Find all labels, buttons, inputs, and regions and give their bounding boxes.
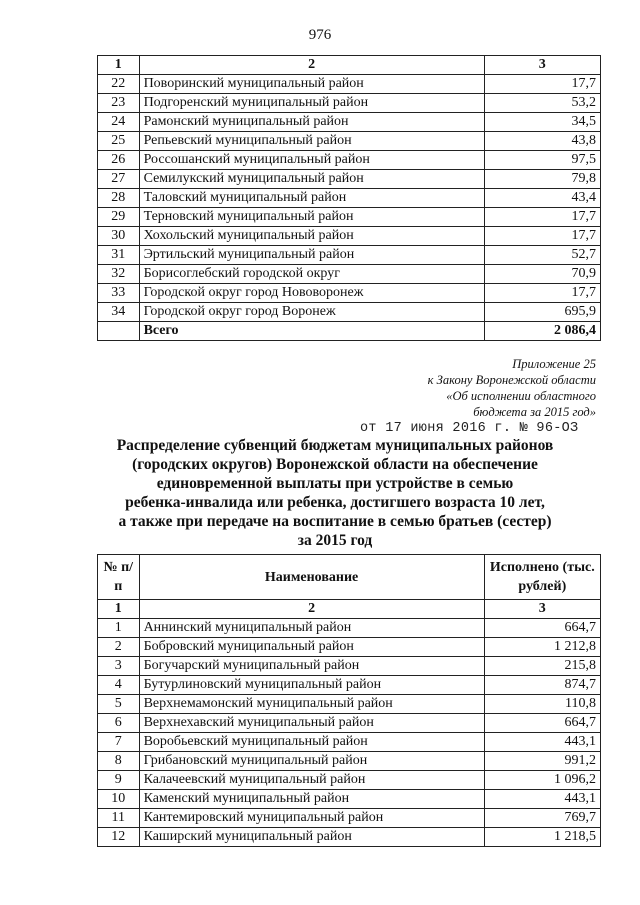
col-header-name: Наименование [139, 555, 484, 600]
table-header [98, 555, 601, 600]
row-name: Верхнехавский муниципальный район [139, 714, 484, 733]
row-name: Бутурлиновский муниципальный район [139, 676, 484, 695]
title-line: Распределение субвенций бюджетам муниципальных районов [116, 437, 554, 454]
row-value: 43,4 [484, 189, 600, 208]
row-value: 443,1 [484, 790, 600, 809]
title-line: за 2015 год [297, 532, 373, 549]
table-row [98, 75, 601, 94]
table-continuation [97, 55, 601, 341]
row-name: Городской округ город Воронеж [139, 303, 484, 322]
row-name: Борисоглебский городской округ [139, 265, 484, 284]
row-num: 33 [98, 284, 140, 303]
col-index-1: 1 [98, 600, 140, 619]
distribution-table [97, 554, 601, 847]
row-value: 17,7 [484, 75, 600, 94]
row-num: 8 [98, 752, 140, 771]
annex-line: бюджета за 2015 год» [473, 405, 596, 419]
col-header-num: № п/п [98, 555, 140, 600]
row-name: Калачеевский муниципальный район [139, 771, 484, 790]
row-value: 97,5 [484, 151, 600, 170]
table-row [98, 151, 601, 170]
document-title [100, 436, 570, 550]
row-name: Подгоренский муниципальный район [139, 94, 484, 113]
row-num: 22 [98, 75, 140, 94]
table-row [98, 303, 601, 322]
total-row [98, 322, 601, 341]
row-name: Рамонский муниципальный район [139, 113, 484, 132]
table-index-row [98, 56, 601, 75]
row-value: 1 096,2 [484, 771, 600, 790]
title-line: а также при передаче на воспитание в семью братьев (сестер) [118, 513, 552, 530]
row-name: Каменский муниципальный район [139, 790, 484, 809]
title-line: единовременной выплаты при устройстве в семью [156, 475, 514, 492]
table-row [98, 714, 601, 733]
row-num: 23 [98, 94, 140, 113]
table-row [98, 189, 601, 208]
row-value: 769,7 [484, 809, 600, 828]
row-num: 10 [98, 790, 140, 809]
table-row [98, 94, 601, 113]
table-row [98, 828, 601, 847]
row-value: 664,7 [484, 714, 600, 733]
table-row [98, 676, 601, 695]
table-row [98, 695, 601, 714]
row-value: 17,7 [484, 208, 600, 227]
row-name: Бобровский муниципальный район [139, 638, 484, 657]
table-row [98, 790, 601, 809]
row-name: Кантемировский муниципальный район [139, 809, 484, 828]
table-row [98, 284, 601, 303]
row-num: 26 [98, 151, 140, 170]
row-num: 11 [98, 809, 140, 828]
row-num: 7 [98, 733, 140, 752]
row-num: 2 [98, 638, 140, 657]
row-name: Воробьевский муниципальный район [139, 733, 484, 752]
title-line: (городских округов) Воронежской области на обеспечение [132, 456, 538, 473]
col-index-2: 2 [139, 56, 484, 75]
row-num: 3 [98, 657, 140, 676]
row-num: 29 [98, 208, 140, 227]
table-row [98, 170, 601, 189]
annex-line: «Об исполнении областного [446, 389, 596, 403]
annex-line: Приложение 25 [512, 357, 596, 371]
row-name: Хохольский муниципальный район [139, 227, 484, 246]
row-value: 874,7 [484, 676, 600, 695]
row-name: Верхнемамонский муниципальный район [139, 695, 484, 714]
row-value: 17,7 [484, 284, 600, 303]
col-index-1: 1 [98, 56, 140, 75]
row-num: 5 [98, 695, 140, 714]
row-value: 1 218,5 [484, 828, 600, 847]
annex-reference [336, 356, 596, 420]
row-num: 30 [98, 227, 140, 246]
table-row [98, 619, 601, 638]
row-name: Репьевский муниципальный район [139, 132, 484, 151]
table-row [98, 113, 601, 132]
row-name: Поворинский муниципальный район [139, 75, 484, 94]
table-row [98, 638, 601, 657]
row-value: 52,7 [484, 246, 600, 265]
row-name: Таловский муниципальный район [139, 189, 484, 208]
row-value: 1 212,8 [484, 638, 600, 657]
row-value: 53,2 [484, 94, 600, 113]
row-value: 695,9 [484, 303, 600, 322]
row-value: 17,7 [484, 227, 600, 246]
row-num: 4 [98, 676, 140, 695]
row-num: 28 [98, 189, 140, 208]
table-row [98, 657, 601, 676]
row-value: 991,2 [484, 752, 600, 771]
row-value: 443,1 [484, 733, 600, 752]
title-line: ребенка-инвалида или ребенка, достигшего возраста 10 лет, [125, 494, 545, 511]
row-value: 215,8 [484, 657, 600, 676]
row-num: 1 [98, 619, 140, 638]
table-row [98, 246, 601, 265]
table-row [98, 752, 601, 771]
row-num: 9 [98, 771, 140, 790]
row-name: Богучарский муниципальный район [139, 657, 484, 676]
row-name: Терновский муниципальный район [139, 208, 484, 227]
row-num: 12 [98, 828, 140, 847]
row-name: Эртильский муниципальный район [139, 246, 484, 265]
page-number: 976 [308, 27, 332, 43]
table-row [98, 265, 601, 284]
row-name: Городской округ город Нововоронеж [139, 284, 484, 303]
row-value: 79,8 [484, 170, 600, 189]
table-row [98, 771, 601, 790]
table-row [98, 733, 601, 752]
table-row [98, 208, 601, 227]
row-value: 34,5 [484, 113, 600, 132]
table-row [98, 809, 601, 828]
row-num: 24 [98, 113, 140, 132]
total-label: Всего [139, 322, 484, 341]
col-index-2: 2 [139, 600, 484, 619]
row-num: 27 [98, 170, 140, 189]
row-value: 70,9 [484, 265, 600, 284]
col-index-3: 3 [484, 600, 600, 619]
row-value: 110,8 [484, 695, 600, 714]
annex-line: к Закону Воронежской области [427, 373, 596, 387]
total-num-cell [98, 322, 140, 341]
table-index-row [98, 600, 601, 619]
row-value: 664,7 [484, 619, 600, 638]
total-value: 2 086,4 [484, 322, 600, 341]
row-num: 31 [98, 246, 140, 265]
table-row [98, 132, 601, 151]
col-index-3: 3 [484, 56, 600, 75]
date-stamp: от 17 июня 2016 г. № 96-ОЗ [360, 421, 579, 436]
table-row [98, 227, 601, 246]
row-num: 34 [98, 303, 140, 322]
row-num: 6 [98, 714, 140, 733]
row-name: Россошанский муниципальный район [139, 151, 484, 170]
row-name: Грибановский муниципальный район [139, 752, 484, 771]
row-value: 43,8 [484, 132, 600, 151]
row-name: Аннинский муниципальный район [139, 619, 484, 638]
row-name: Каширский муниципальный район [139, 828, 484, 847]
col-header-value: Исполнено (тыс. рублей) [484, 555, 600, 600]
row-name: Семилукский муниципальный район [139, 170, 484, 189]
row-num: 25 [98, 132, 140, 151]
row-num: 32 [98, 265, 140, 284]
